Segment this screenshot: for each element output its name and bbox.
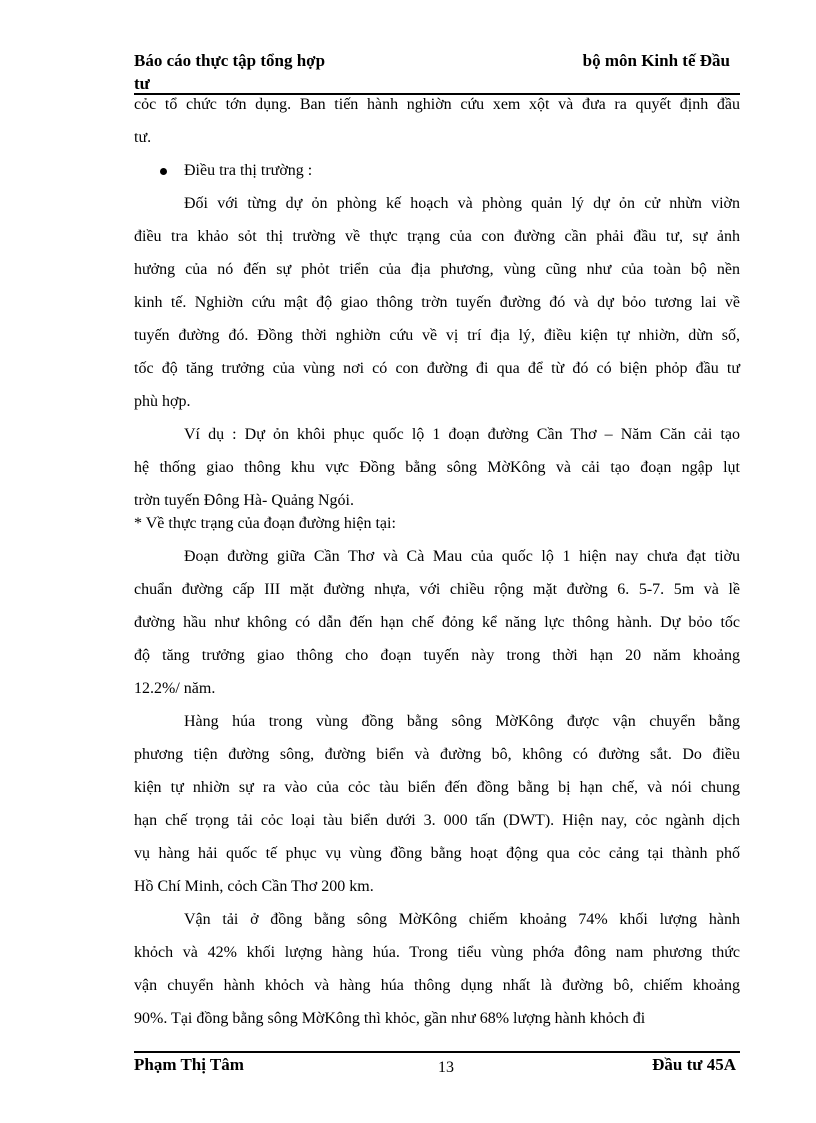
text-line: 90%. Tại đồng bằng sông MờKông thì khỏc, gần như 68% lượng hành khỏch đi — [134, 1010, 646, 1027]
text-line: hệ thống giao thông khu vực Đồng bằng sông MờKông và cải tạo đoạn ngập lụt — [134, 459, 740, 476]
paragraph-first-line: Đối với từng dự ỏn phòng kế hoạch và phòng quản lý dự ỏn cử nhừn viờn — [184, 195, 740, 212]
text-line: tốc độ tăng trưởng của vùng nơi có con đường đi qua để từ đó có biện phỏp đầu tư — [134, 360, 740, 377]
text-line: tuyến đường đó. Đồng thời nghiờn cứu về vị trí địa lý, điều kiện tự nhiờn, dừn số, — [134, 327, 740, 344]
text-line: 12.2%/ năm. — [134, 680, 216, 697]
text-line: kinh tế. Nghiờn cứu mật độ giao thông trờn tuyến đường đó và dự bỏo tương lai về — [134, 294, 740, 311]
report-title-continued: tư — [134, 74, 150, 93]
paragraph-first-line: Vận tải ở đồng bằng sông MờKông chiếm khoảng 74% khối lượng hành — [184, 911, 740, 928]
department-name: bộ môn Kinh tế Đầu — [582, 51, 730, 70]
paragraph-first-line: Ví dụ : Dự ỏn khôi phục quốc lộ 1 đoạn đường Cần Thơ – Năm Căn cải tạo — [184, 426, 740, 443]
report-title: Báo cáo thực tập tổng hợp — [134, 51, 326, 70]
text-line: độ tăng trưởng giao thông cho đoạn tuyến này trong thời hạn 20 năm khoảng — [134, 647, 740, 664]
text-line: trờn tuyến Đông Hà- Quảng Ngói. — [134, 492, 354, 509]
paragraph-first-line: Hàng húa trong vùng đồng bằng sông MờKông được vận chuyển bằng — [184, 713, 740, 730]
footer-divider — [134, 1051, 740, 1053]
text-line: hạn chế trọng tải cỏc loại tàu biển dưới 3. 000 tấn (DWT). Hiện nay, cỏc ngành dịch — [134, 812, 740, 829]
text-line: vụ hàng hải quốc tế phục vụ vùng đồng bằng hoạt động qua cỏc cảng tại thành phố — [134, 845, 740, 862]
page-footer — [134, 1055, 740, 1081]
text-line: điều tra khảo sỏt thị trường về thực trạng của con đường cần phải đầu tư, sự ảnh — [134, 228, 740, 245]
text-line: kiện tự nhiờn sự ra vào của cỏc tàu biển đến đồng bằng bị hạn chế, và nói chung — [134, 779, 740, 796]
text-line: cỏc tổ chức tớn dụng. Ban tiến hành nghiờn cứu xem xột và đưa ra quyết định đầu — [134, 96, 740, 113]
class-name: Đầu tư 45A — [652, 1055, 736, 1074]
text-line: Hồ Chí Minh, cỏch Cần Thơ 200 km. — [134, 878, 374, 895]
text-line: phù hợp. — [134, 393, 191, 410]
text-line: tư. — [134, 129, 152, 146]
bullet-icon — [160, 168, 167, 175]
page-header — [134, 50, 740, 95]
author-name: Phạm Thị Tâm — [134, 1055, 244, 1074]
text-line: khỏch và 42% khối lượng hàng húa. Trong tiểu vùng phớa đông nam phương thức — [134, 944, 740, 961]
text-line: phương tiện đường sông, đường biển và đường bô, không có đường sắt. Do điều — [134, 746, 740, 763]
section-heading: * Về thực trạng của đoạn đường hiện tại: — [134, 515, 396, 532]
paragraph-first-line: Đoạn đường giữa Cần Thơ và Cà Mau của quốc lộ 1 hiện nay chưa đạt tiờu — [184, 548, 740, 565]
bullet-text: Điều tra thị trường : — [184, 162, 313, 179]
text-line: đường hầu như không có dẫn đến hạn chế đỏng kể năng lực thông hành. Dự bỏo tốc — [134, 614, 740, 631]
text-line: vận chuyển hành khỏch và hàng húa thông dụng nhất là đường bô, chiếm khoảng — [134, 977, 740, 994]
page-number: 13 — [438, 1059, 454, 1076]
text-line: hưởng của nó đến sự phỏt triển của địa phương, vùng cũng như của toàn bộ nền — [134, 261, 740, 278]
text-line: chuẩn đường cấp III mặt đường nhựa, với chiều rộng mặt đường 6. 5-7. 5m và lề — [134, 581, 740, 598]
